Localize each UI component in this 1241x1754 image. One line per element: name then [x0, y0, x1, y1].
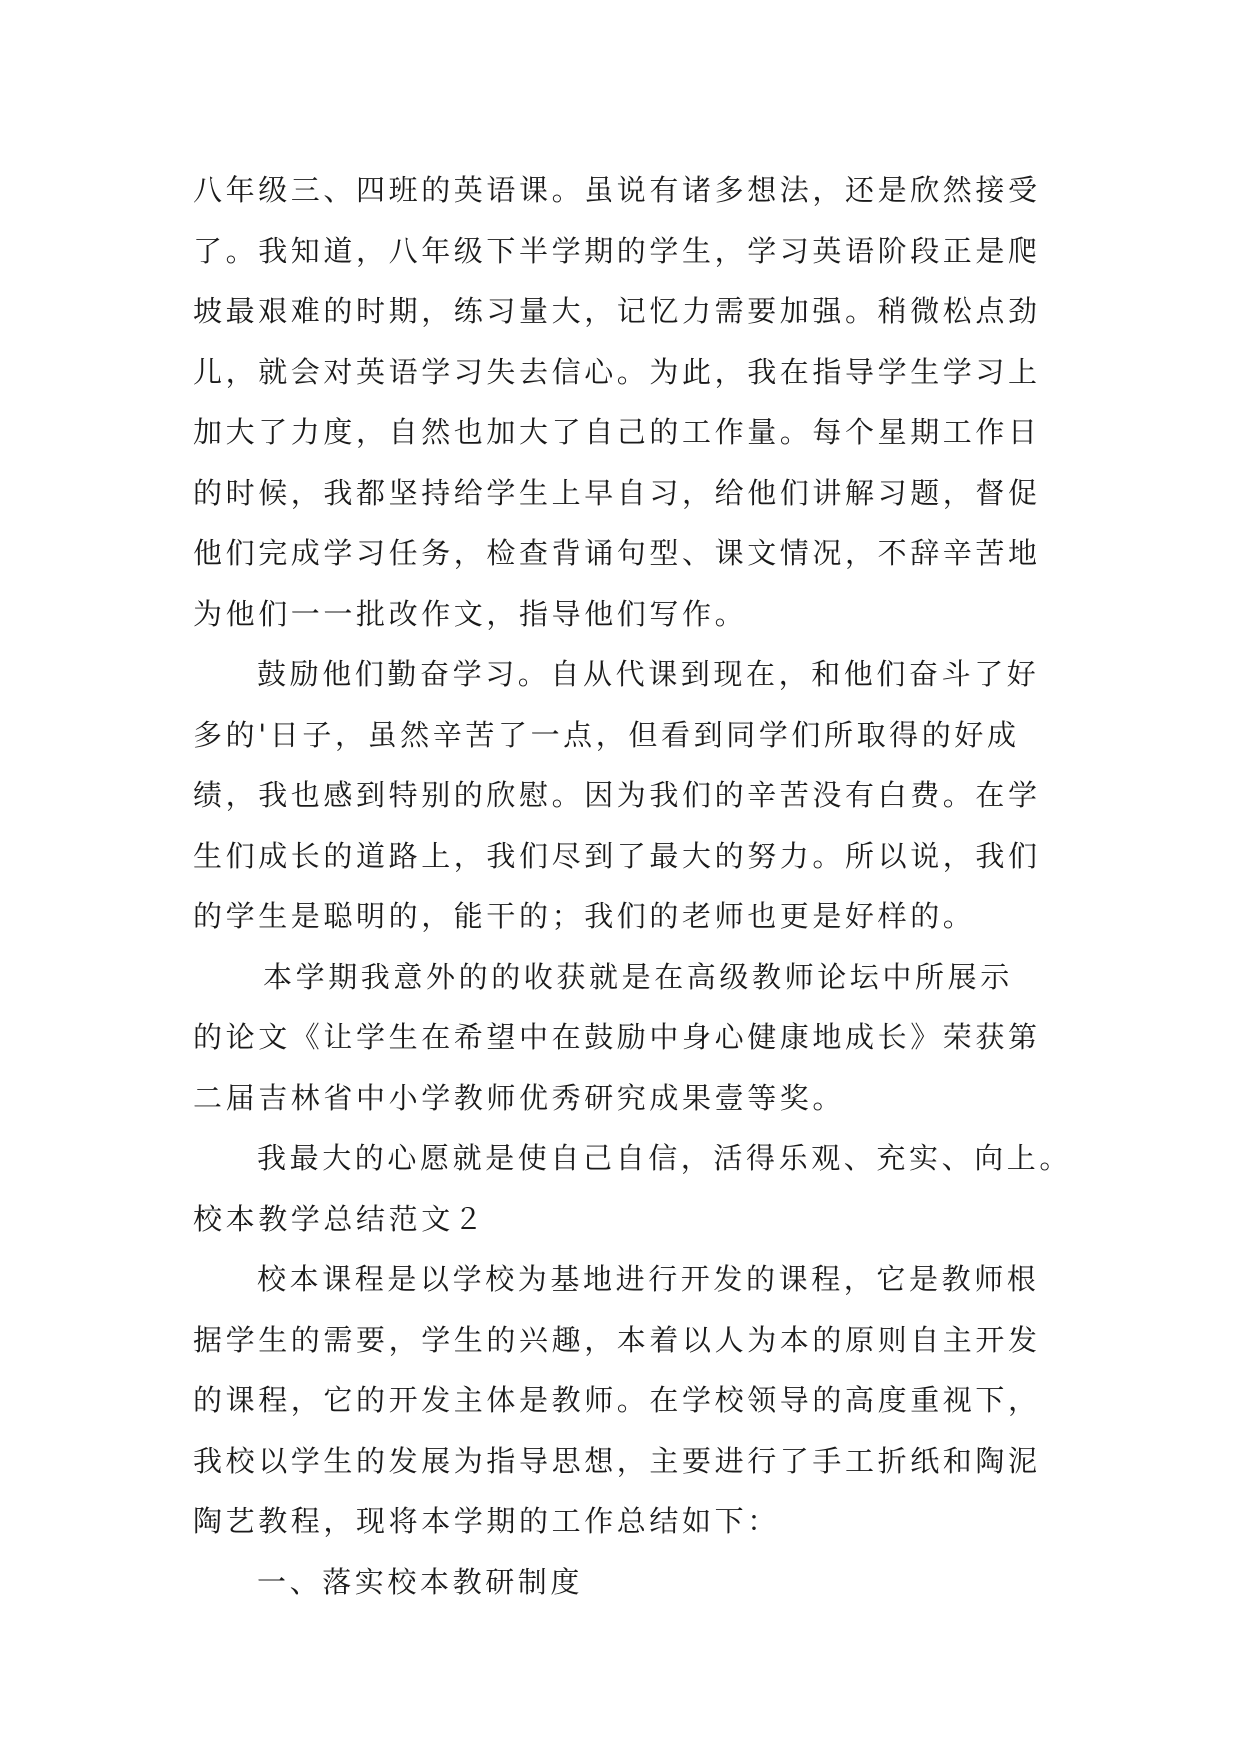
paragraph-line: 我最大的心愿就是使自己自信，活得乐观、充实、向上。	[257, 1141, 1073, 1175]
paragraph-line: 绩，我也感到特别的欣慰。因为我们的辛苦没有白费。在学	[193, 778, 1041, 812]
paragraph-line: 的论文《让学生在希望中在鼓励中身心健康地成长》荣获第	[193, 1020, 1041, 1054]
paragraph-line: 的课程，它的开发主体是教师。在学校领导的高度重视下，	[193, 1383, 1041, 1417]
paragraph-line: 鼓励他们勤奋学习。自从代课到现在，和他们奋斗了好	[257, 657, 1040, 691]
paragraph-line: 为他们一一批改作文，指导他们写作。	[193, 596, 748, 631]
paragraph-line: 据学生的需要，学生的兴趣，本着以人为本的原则自主开发	[193, 1322, 1041, 1357]
paragraph-line: 加大了力度，自然也加大了自己的工作量。每个星期工作日	[193, 415, 1041, 449]
section-title: 校本教学总结范文２	[193, 1201, 487, 1236]
document-body	[193, 160, 1073, 1612]
paragraph-line: 儿，就会对英语学习失去信心。为此，我在指导学生学习上	[193, 354, 1041, 389]
paragraph-line: 八年级三、四班的英语课。虽说有诸多想法，还是欣然接受	[193, 173, 1041, 207]
paragraph-line: 了。我知道，八年级下半学期的学生，学习英语阶段正是爬	[193, 233, 1041, 268]
paragraph-line: 二届吉林省中小学教师优秀研究成果壹等奖。	[193, 1080, 846, 1115]
paragraph-line: 他们完成学习任务，检查背诵句型、课文情况，不辞辛苦地	[193, 536, 1041, 570]
paragraph-line: 的时候，我都坚持给学生上早自习，给他们讲解习题，督促	[193, 475, 1041, 510]
section-heading: 一、落实校本教研制度	[257, 1564, 584, 1599]
paragraph-line: 本学期我意外的的收获就是在高级教师论坛中所展示	[263, 959, 1013, 994]
paragraph-line: 坡最艰难的时期，练习量大，记忆力需要加强。稍微松点劲	[193, 294, 1041, 328]
paragraph-line: 生们成长的道路上，我们尽到了最大的努力。所以说，我们	[193, 838, 1041, 873]
paragraph-line: 多的'日子，虽然辛苦了一点，但看到同学们所取得的好成	[193, 717, 1020, 752]
paragraph-line: 我校以学生的发展为指导思想，主要进行了手工折纸和陶泥	[193, 1443, 1041, 1478]
paragraph-line: 校本课程是以学校为基地进行开发的课程，它是教师根	[257, 1262, 1040, 1296]
paragraph-line: 的学生是聪明的，能干的；我们的老师也更是好样的。	[193, 899, 976, 933]
paragraph-line: 陶艺教程，现将本学期的工作总结如下：	[193, 1504, 780, 1538]
